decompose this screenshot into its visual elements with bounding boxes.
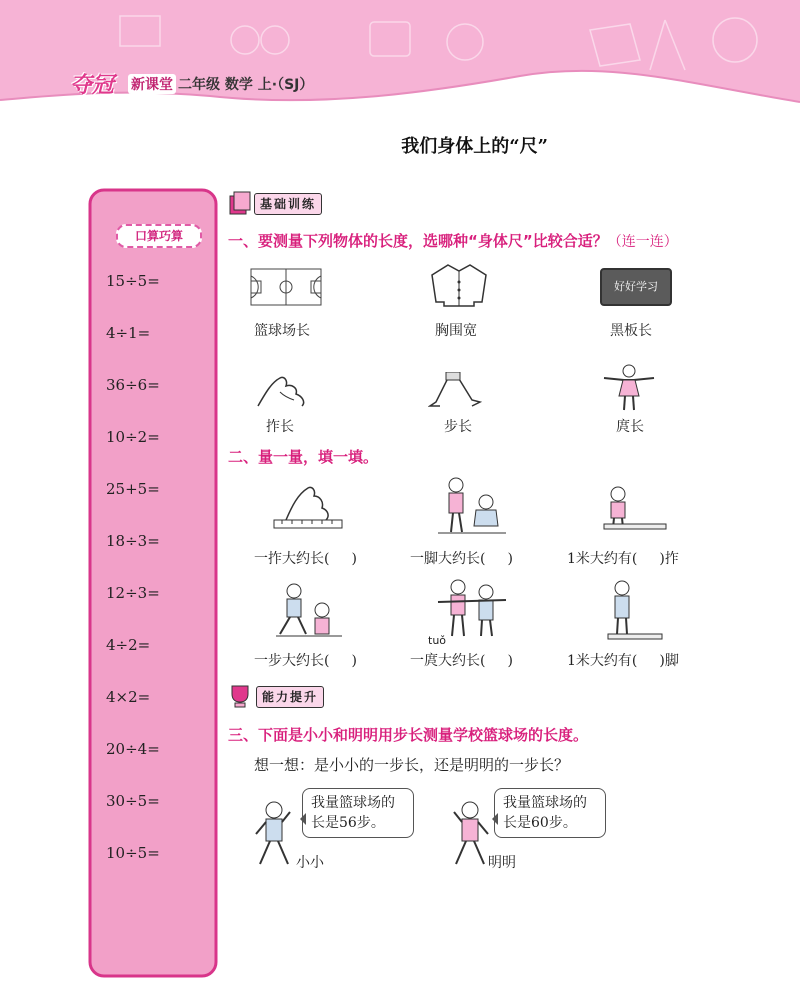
basketball-court-image bbox=[250, 268, 322, 306]
brand-logo: 夺冠 bbox=[70, 73, 115, 98]
pinyin-tuo: tuǒ bbox=[428, 634, 447, 647]
sidebar-title: 口算巧算 bbox=[116, 224, 202, 248]
calc-item: 30÷5= bbox=[106, 792, 160, 810]
calc-item: 20÷4= bbox=[106, 740, 160, 758]
q2-heading: 二、量一量，填一填。 bbox=[228, 448, 379, 466]
page-header bbox=[0, 0, 800, 120]
series-name: 新课堂 bbox=[128, 74, 176, 94]
calc-item: 4÷2= bbox=[106, 636, 151, 654]
q1-heading bbox=[228, 230, 678, 251]
object-chest-width[interactable]: 胸围宽 bbox=[435, 323, 477, 339]
calc-item: 4×2= bbox=[106, 688, 151, 706]
ruler-step[interactable]: 步长 bbox=[444, 419, 472, 435]
q2-meter-in-feet: 1米大约有( )脚 bbox=[567, 653, 679, 669]
q2-foot-length: 一脚大约长( ) bbox=[410, 551, 513, 567]
q1-heading-text: 一、要测量下列物体的长度，选哪种“身体尺”比较合适？ bbox=[228, 232, 608, 250]
kids-measuring-step-image bbox=[272, 582, 344, 642]
q3-prompt: 想一想：是小小的一步长，还是明明的一步长？ bbox=[254, 756, 570, 774]
name-xiaoxiao: 小小 bbox=[296, 855, 324, 871]
calc-item: 36÷6= bbox=[106, 376, 160, 394]
object-basketball-court[interactable]: 篮球场长 bbox=[254, 323, 310, 339]
badge-basic-training: 基础训练 bbox=[254, 193, 322, 215]
boy-xiaoxiao-image bbox=[250, 800, 296, 868]
ruler-hand-span[interactable]: 拃长 bbox=[266, 419, 294, 435]
q2-meter-in-spans: 1米大约有( )拃 bbox=[567, 551, 679, 567]
grade-subject: 二年级 数学 上·（SJ） bbox=[178, 77, 314, 93]
hand-span-image bbox=[252, 372, 312, 410]
q2-span-length: 一拃大约长( ) bbox=[254, 551, 357, 567]
calc-item: 10÷5= bbox=[106, 844, 160, 862]
speech-bubble-mingming: 我量篮球场的长是60步。 bbox=[494, 788, 606, 838]
page-title: 我们身体上的“尺” bbox=[401, 136, 548, 157]
object-blackboard[interactable]: 黑板长 bbox=[610, 323, 652, 339]
q2-step-length: 一步大约长( ) bbox=[254, 653, 357, 669]
speech-bubble-xiaoxiao: 我量篮球场的长是56步。 bbox=[302, 788, 414, 838]
calc-item: 15÷5= bbox=[106, 272, 160, 290]
trophy-icon bbox=[226, 684, 254, 708]
blackboard-image: 好好学习 bbox=[600, 268, 672, 306]
calc-item: 18÷3= bbox=[106, 532, 160, 550]
books-icon bbox=[228, 190, 252, 216]
q3-heading: 三、下面是小小和明明用步长测量学校篮球场的长度。 bbox=[228, 726, 589, 744]
girl-measuring-feet-image bbox=[604, 578, 664, 640]
calc-item: 12÷3= bbox=[106, 584, 160, 602]
q2-arm-span-length: 一庹大约长( ) bbox=[410, 653, 513, 669]
kids-measuring-foot-image bbox=[436, 476, 508, 536]
name-mingming: 明明 bbox=[488, 855, 516, 871]
hand-on-ruler-image bbox=[272, 484, 344, 532]
calc-item: 4÷1= bbox=[106, 324, 151, 342]
calc-item: 25+5= bbox=[106, 480, 160, 498]
walking-step-image bbox=[428, 372, 482, 410]
badge-ability-improvement: 能力提升 bbox=[256, 686, 324, 708]
kids-measuring-arm-span-image bbox=[436, 578, 508, 640]
jacket-image bbox=[428, 262, 490, 308]
calc-item: 10÷2= bbox=[106, 428, 160, 446]
ruler-arm-span[interactable]: 庹长 bbox=[616, 419, 644, 435]
q1-note: （连一连） bbox=[607, 234, 678, 250]
girl-with-meter-ruler-image bbox=[600, 484, 668, 532]
girl-arms-stretched-image bbox=[602, 362, 656, 412]
